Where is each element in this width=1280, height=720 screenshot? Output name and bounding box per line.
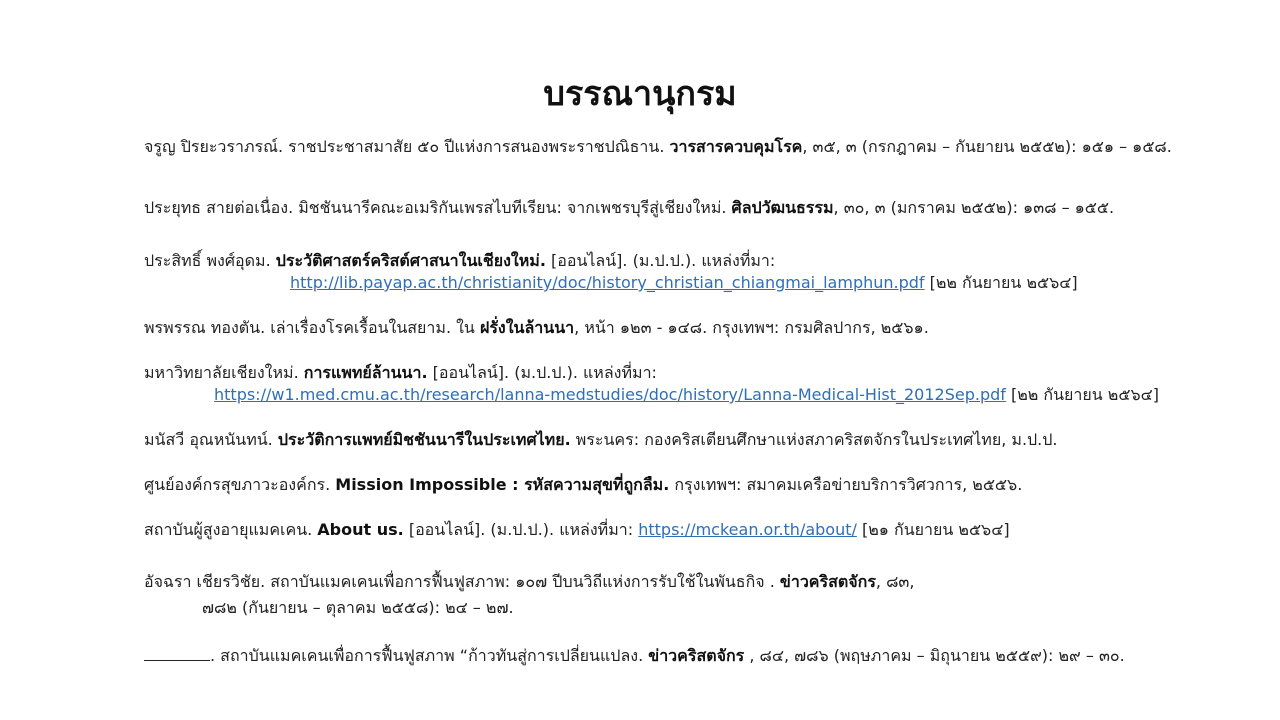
- entry-text: พรพรรณ ทองตัน. เล่าเรื่องโรคเรื้อนในสยาม. ใน: [144, 318, 480, 337]
- entry-book-title: About us.: [317, 520, 404, 539]
- entry-text: ประยุทธ สายต่อเนื่อง. มิชชันนารีคณะอเมริกันเพรสไบทีเรียน: จากเพชรบุรีสู่เชียงใหม่.: [144, 198, 732, 217]
- access-date: [๒๑ กันยายน ๒๕๖๔]: [856, 520, 1010, 539]
- source-link[interactable]: http://lib.payap.ac.th/christianity/doc/history_christian_chiangmai_lamphun.pdf: [290, 273, 925, 292]
- entry-text: อัจฉรา เชียรวิชัย. สถาบันแมคเคนเพื่อการฟื้นฟูสภาพ: ๑๐๗ ปีบนวิถีแห่งการรับใช้ในพันธกิจ .: [144, 572, 780, 591]
- entry-journal-title: ข่าวคริสตจักร: [779, 572, 876, 591]
- source-link[interactable]: https://mckean.or.th/about/: [638, 520, 857, 539]
- entry-continuation: ๗๘๒ (กันยายน – ตุลาคม ๒๕๕๘): ๒๔ – ๒๗.: [202, 598, 514, 617]
- entry-book-title: ฝรั่งในล้านนา: [479, 318, 575, 337]
- entry-journal-title: ศิลปวัฒนธรรม: [731, 198, 834, 217]
- entry-text: . สถาบันแมคเคนเพื่อการฟื้นฟูสภาพ “ก้าวทันสู่การเปลี่ยนแปลง.: [210, 646, 649, 665]
- bibliography-entry-3: [144, 250, 1078, 294]
- bibliography-entry-8: [144, 519, 1010, 541]
- entry-text: [ออนไลน์]. (ม.ป.ป.). แหล่งที่มา:: [427, 363, 657, 382]
- entry-book-title: ประวัติการแพทย์มิชชันนารีในประเทศไทย.: [277, 430, 571, 449]
- bibliography-entry-6: [144, 429, 1058, 451]
- entry-text: พระนคร: กองคริสเตียนศึกษาแห่งสภาคริสตจักรในประเทศไทย, ม.ป.ป.: [570, 430, 1058, 449]
- entry-text: กรุงเทพฯ: สมาคมเครือข่ายบริการวิศวการ, ๒๕๕๖.: [669, 475, 1023, 494]
- bibliography-entry-4: [144, 317, 929, 339]
- entry-book-title: การแพทย์ล้านนา.: [303, 363, 428, 382]
- bibliography-entry-2: [144, 197, 1114, 219]
- bibliography-entry-7: [144, 474, 1022, 496]
- bibliography-entry-9: [144, 571, 914, 619]
- entry-text: [ออนไลน์]. (ม.ป.ป.). แหล่งที่มา:: [545, 251, 776, 270]
- entry-text: มนัสวี อุณหนันทน์.: [144, 430, 278, 449]
- source-link[interactable]: https://w1.med.cmu.ac.th/research/lanna-medstudies/doc/history/Lanna-Medical-Hist_2012Sep.pdf: [214, 385, 1006, 404]
- entry-text: จรูญ ปิรยะวราภรณ์. ราชประชาสมาสัย ๕๐ ปีแห่งการสนองพระราชปณิธาน.: [144, 137, 670, 156]
- bibliography-entry-1: [144, 136, 1172, 158]
- entry-journal-title: ข่าวคริสตจักร: [648, 646, 745, 665]
- access-date: [๒๒ กันยายน ๒๕๖๔]: [924, 273, 1078, 292]
- bibliography-entry-10: [144, 645, 1125, 667]
- entry-journal-title: วารสารควบคุมโรค: [669, 137, 803, 156]
- entry-text: ประสิทธิ์ พงศ์อุดม.: [144, 251, 276, 270]
- bibliography-entry-5: [144, 362, 1159, 406]
- entry-text: มหาวิทยาลัยเชียงใหม่.: [144, 363, 304, 382]
- entry-text: , ๓๐, ๓ (มกราคม ๒๕๕๒): ๑๓๘ – ๑๕๕.: [833, 198, 1115, 217]
- page-title: บรรณานุกรม: [543, 74, 737, 114]
- entry-text: [ออนไลน์]. (ม.ป.ป.). แหล่งที่มา:: [403, 520, 639, 539]
- entry-text: สถาบันผู้สูงอายุแมคเคน.: [144, 520, 318, 539]
- access-date: [๒๒ กันยายน ๒๕๖๔]: [1005, 385, 1159, 404]
- entry-book-title: Mission Impossible : รหัสความสุขที่ถูกลืม.: [335, 475, 670, 494]
- entry-text: ศูนย์องค์กรสุขภาวะองค์กร.: [144, 475, 336, 494]
- entry-text: , หน้า ๑๒๓ - ๑๔๘. กรุงเทพฯ: กรมศิลปากร, ๒๕๖๑.: [574, 318, 929, 337]
- entry-book-title: ประวัติศาสตร์คริสต์ศาสนาในเชียงใหม่.: [275, 251, 546, 270]
- entry-text: , ๘๔, ๗๘๖ (พฤษภาคม – มิถุนายน ๒๕๕๙): ๒๙ – ๓๐.: [744, 646, 1125, 665]
- entry-text: , ๓๕, ๓ (กรกฎาคม – กันยายน ๒๕๕๒): ๑๕๑ – ๑๕๘.: [802, 137, 1172, 156]
- repeated-author-line: [144, 646, 210, 661]
- entry-text: , ๘๓,: [875, 572, 915, 591]
